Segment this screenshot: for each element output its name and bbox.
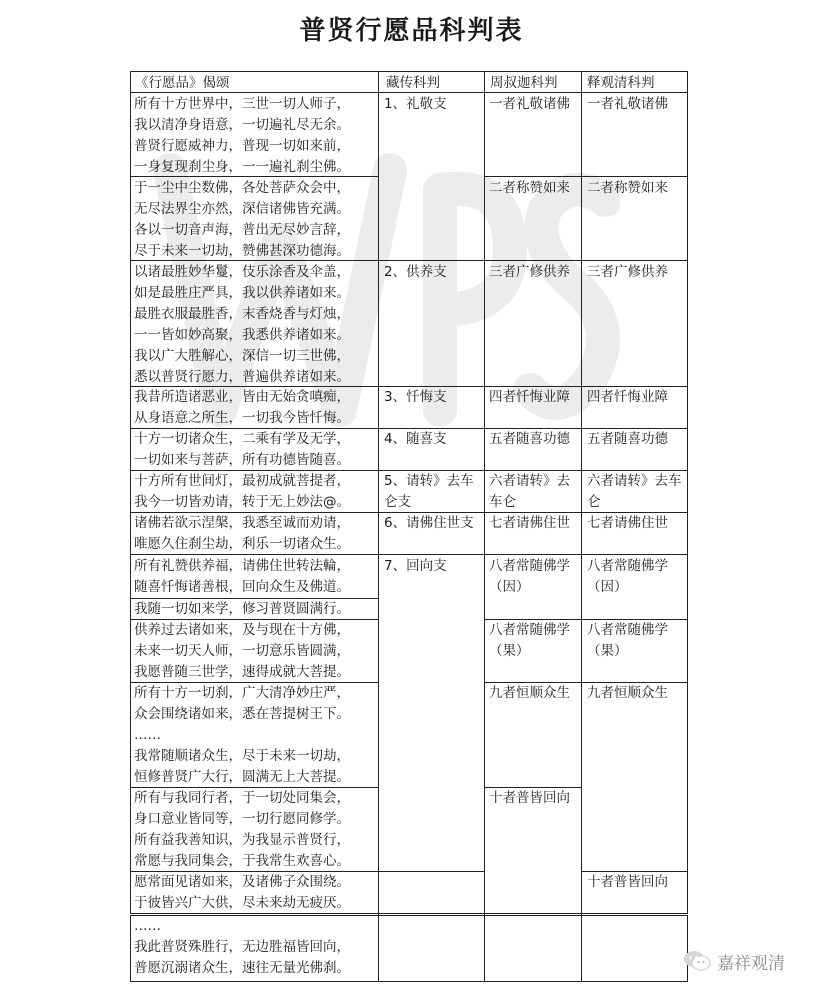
header-zangchuan: 藏传科判 bbox=[386, 75, 440, 91]
zangchuan-cell: 2、供养支 bbox=[384, 264, 447, 280]
zhoushujia-cell: 六者请转》去车仑 bbox=[489, 473, 570, 510]
shiguanqing-cell: 六者请转》去车仑 bbox=[587, 473, 682, 510]
verse-cell: 以诸最胜妙华鬘，伎乐涂香及伞盖， 如是最胜庄严具，我以供养诸如来。 最胜衣服最胜香，末香烧香与灯烛， 一一皆如妙高聚，我悉供养诸如来。 我以广大胜解心，深信一切三世佛， 悉以普贤行愿力，普遍供养诸如来。 bbox=[134, 264, 350, 385]
brand-label: 嘉祥观清 bbox=[717, 953, 785, 974]
shiguanqing-cell: 五者随喜功德 bbox=[587, 431, 668, 447]
brand-watermark bbox=[683, 946, 785, 976]
zangchuan-cell: 1、礼敬支 bbox=[384, 96, 447, 112]
verse-cell: 所有十方世界中，三世一切人师子， 我以清净身语意，一切遍礼尽无余。 普贤行愿威神力，普现一切如来前， 一身复现刹尘身，一一遍礼刹尘佛。 bbox=[134, 96, 350, 175]
zhoushujia-cell: 一者礼敬诸佛 bbox=[489, 96, 570, 112]
zhoushujia-cell: 七者请佛住世 bbox=[489, 515, 570, 531]
verse-cell: 十方所有世间灯，最初成就菩提者， 我今一切皆劝请，转于无上妙法@。 bbox=[134, 473, 350, 510]
zangchuan-cell: 5、请转》去车仑支 bbox=[384, 473, 474, 510]
header-shiguanqing: 释观清科判 bbox=[587, 75, 655, 91]
zhoushujia-cell: 十者普皆回向 bbox=[489, 790, 570, 806]
verse-cell: 愿常面见诸如来，及诸佛子众围绕。 于彼皆兴广大供，尽未来劫无疲厌。 bbox=[134, 874, 350, 911]
zhoushujia-cell: 三者广修供养 bbox=[489, 264, 570, 280]
zhoushujia-cell: 八者常随佛学（因） bbox=[489, 558, 570, 595]
zangchuan-cell: 3、忏悔支 bbox=[384, 389, 447, 405]
shiguanqing-cell: 八者常随佛学（果） bbox=[587, 622, 668, 659]
shiguanqing-cell: 四者忏悔业障 bbox=[587, 389, 668, 405]
zhoushujia-cell: 五者随喜功德 bbox=[489, 431, 570, 447]
verse-cell: 诸佛若欲示涅槃，我悉至诚而劝请， 唯愿久住刹尘劫，利乐一切诸众生。 bbox=[134, 515, 350, 552]
zhoushujia-cell: 八者常随佛学（果） bbox=[489, 622, 570, 659]
verse-cell: 供养过去诸如来，及与现在十方佛， 未来一切天人师，一切意乐皆圆满， 我愿普随三世学，速得成就大菩提。 bbox=[134, 622, 350, 680]
shiguanqing-cell: 一者礼敬诸佛 bbox=[587, 96, 668, 112]
verse-cell: 我昔所造诸恶业，皆由无始贪嗔痴， 从身语意之所生，一切我今皆忏悔。 bbox=[134, 389, 350, 426]
zhoushujia-cell: 四者忏悔业障 bbox=[489, 389, 570, 405]
header-zhoushujia: 周叔迦科判 bbox=[490, 75, 558, 91]
verse-cell: 十方一切诸众生，二乘有学及无学， 一切如来与菩萨，所有功德皆随喜。 bbox=[134, 431, 350, 468]
verse-cell: 所有礼赞供养福，请佛住世转法輪， 随喜忏悔诸善根，回向众生及佛道。 bbox=[134, 558, 350, 595]
document-title: 普贤行愿品科判表 bbox=[299, 16, 524, 46]
zangchuan-cell: 4、随喜支 bbox=[384, 431, 447, 447]
header-verse: 《行愿品》偈颂 bbox=[135, 75, 230, 91]
shiguanqing-cell: 七者请佛住世 bbox=[587, 515, 668, 531]
shiguanqing-cell: 十者普皆回向 bbox=[587, 874, 668, 890]
verse-cell: 于一尘中尘数佛，各处菩萨众会中， 无尽法界尘亦然，深信诸佛皆充满。 各以一切音声海，普出无尽妙言辞， 尽于未来一切劫，赞佛甚深功德海。 bbox=[134, 180, 350, 259]
zangchuan-cell: 7、回向支 bbox=[384, 558, 447, 574]
shiguanqing-cell: 八者常随佛学（因） bbox=[587, 558, 668, 595]
zhoushujia-cell: 九者恒顺众生 bbox=[489, 685, 570, 701]
verse-cell: …… 我此普贤殊胜行，无边胜福皆回向， 普愿沉溺诸众生，速往无量光佛刹。 bbox=[134, 918, 350, 976]
verse-cell: 所有十方一切刹，广大清净妙庄严， 众会围绕诸如来，悉在菩提树王下。 …… 我常随顺诸众生，尽于未来一切劫， 恒修普贤广大行，圆满无上大菩提。 bbox=[134, 685, 350, 785]
shiguanqing-cell: 九者恒顺众生 bbox=[587, 685, 668, 701]
shiguanqing-cell: 二者称赞如来 bbox=[587, 180, 668, 196]
zhoushujia-cell: 二者称赞如来 bbox=[489, 180, 570, 196]
wechat-icon bbox=[683, 949, 711, 973]
verse-cell: 我随一切如来学，修习普贤圆满行。 bbox=[134, 601, 350, 617]
verse-cell: 所有与我同行者，于一切处同集会， 身口意业皆同等，一切行愿同修学。 所有益我善知识，为我显示普贤行， 常愿与我同集会，于我常生欢喜心。 bbox=[134, 790, 350, 869]
shiguanqing-cell: 三者广修供养 bbox=[587, 264, 668, 280]
zangchuan-cell: 6、请佛住世支 bbox=[384, 515, 474, 531]
